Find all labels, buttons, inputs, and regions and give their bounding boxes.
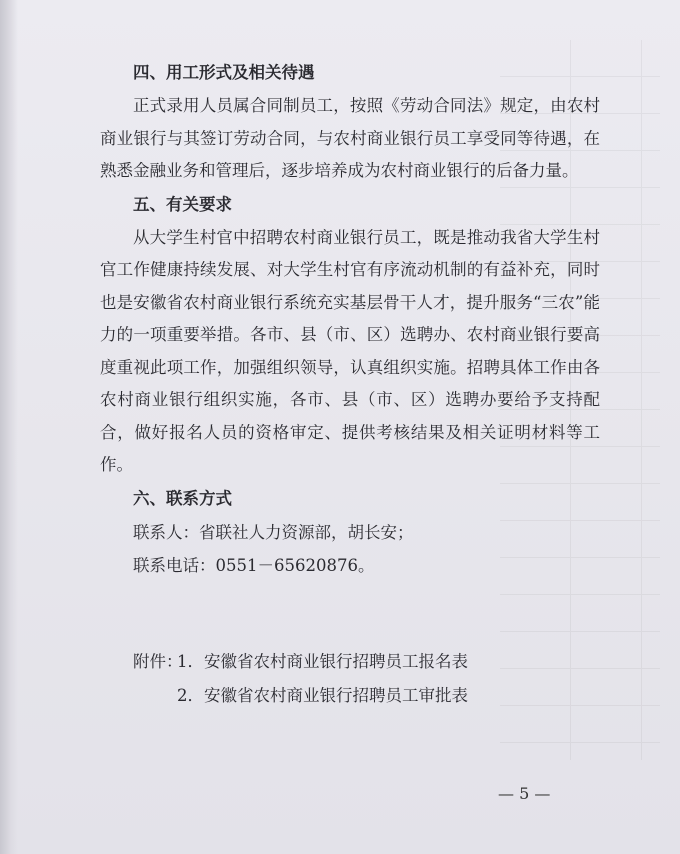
attachments-label: 附件：	[133, 652, 183, 671]
contact-person: 联系人：省联社人力资源部，胡长安；	[133, 522, 414, 542]
attachment-item	[133, 679, 468, 713]
attachment-item-text: 2．安徽省农村商业银行招聘员工审批表	[177, 686, 468, 705]
section-4-paragraph: 正式录用人员属合同制员工，按照《劳动合同法》规定，由农村商业银行与其签订劳动合同，与农村商业银行员工享受同等待遇，在熟悉金融业务和管理后，逐步培养成为农村商业银行的后备力量。	[100, 96, 600, 180]
section-4-heading: 四、用工形式及相关待遇	[133, 63, 315, 82]
section-6-heading: 六、联系方式	[133, 488, 232, 508]
section-5-heading: 五、有关要求	[133, 194, 232, 214]
page-number: — 5 —	[498, 784, 551, 803]
attachment-item-text: 1．安徽省农村商业银行招聘员工报名表	[177, 652, 468, 671]
attachments-list	[133, 645, 468, 713]
binding-shadow	[0, 0, 18, 854]
document-body	[100, 56, 600, 582]
section-5-paragraph: 从大学生村官中招聘农村商业银行员工，既是推动我省大学生村官工作健康持续发展、对大学生村官有序流动机制的有益补充，同时也是安徽省农村商业银行系统充实基层骨干人才，提升服务“三农”能力的一项重要举措。各市、县（市、区）选聘办、农村商业银行要高度重视此项工作，加强组织领导，认真组织实施。招聘具体工作由各农村商业银行组织实施，各市、县（市、区）选聘办要给予支持配合，做好报名人员的资格审定、提供考核结果及相关证明材料等工作。	[100, 227, 600, 474]
attachment-item	[133, 645, 468, 679]
contact-phone: 联系电话：0551－65620876。	[133, 555, 375, 575]
